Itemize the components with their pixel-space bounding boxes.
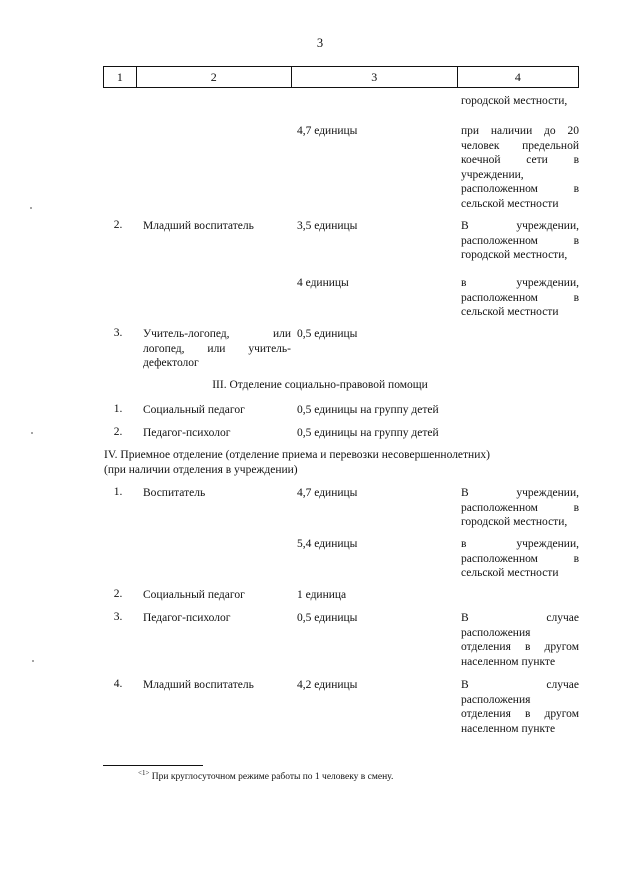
cell-quantity: 4,2 единицы xyxy=(297,679,358,691)
footnote xyxy=(138,769,393,782)
cell-quantity: 0,5 единицы на группу детей xyxy=(297,427,439,439)
cell-quantity: 0,5 единицы xyxy=(297,612,358,624)
position-title: Социальный педагог xyxy=(143,404,245,416)
row-number: 2. xyxy=(113,426,123,438)
row-number: 4. xyxy=(113,678,123,690)
row-number: 2. xyxy=(113,219,123,231)
cell-note: при наличии до 20 человек предельной коечной сети в учреждении, расположенном в сельской местности xyxy=(461,125,579,210)
footnote-separator xyxy=(103,765,203,766)
cell-note: городской местности, xyxy=(461,95,568,107)
position-title: Младший воспитатель xyxy=(143,679,254,691)
scan-speck xyxy=(31,432,33,434)
cell-quantity: 3,5 единицы xyxy=(297,220,358,232)
position-title: Учитель-логопед, или логопед, или учитель- дефектолог xyxy=(143,328,291,369)
row-number: 3. xyxy=(113,327,123,339)
page-number: 3 xyxy=(316,36,324,50)
cell-note: В случае расположения отделения в другом населенном пункте xyxy=(461,679,579,735)
row-number: 1. xyxy=(113,403,123,415)
cell-note: В учреждении, расположенном в городской местности, xyxy=(461,220,579,261)
table-header xyxy=(103,66,579,88)
footnote-text: При круглосуточном режиме работы по 1 человеку в смену. xyxy=(151,772,394,782)
position-title: Младший воспитатель xyxy=(143,220,254,232)
cell-note: В учреждении, расположенном в городской местности, xyxy=(461,487,579,528)
header-col-3: 3 xyxy=(292,67,458,87)
cell-note: В случае расположения отделения в другом населенном пункте xyxy=(461,612,579,668)
section-title: IV. Приемное отделение (отделение приема и перевозки несовершеннолетних) (при наличии отделения в учреждении) xyxy=(104,449,490,476)
cell-note: в учреждении, расположенном в сельской местности xyxy=(461,277,579,318)
position-title: Педагог-психолог xyxy=(143,427,231,439)
cell-quantity: 4,7 единицы xyxy=(297,125,358,137)
position-title: Педагог-психолог xyxy=(143,612,231,624)
header-col-4: 4 xyxy=(514,70,521,84)
row-number: 1. xyxy=(113,486,123,498)
section-title: III. Отделение социально-правовой помощи xyxy=(212,379,428,391)
cell-quantity: 0,5 единицы xyxy=(297,328,358,340)
cell-quantity: 0,5 единицы на группу детей xyxy=(297,404,439,416)
cell-quantity: 5,4 единицы xyxy=(297,538,358,550)
header-col-2: 2 xyxy=(137,67,292,87)
scan-speck xyxy=(32,660,34,662)
cell-note: в учреждении, расположенном в сельской местности xyxy=(461,538,579,579)
row-number: 3. xyxy=(113,611,123,623)
scan-speck xyxy=(30,207,32,209)
cell-quantity: 4,7 единицы xyxy=(297,487,358,499)
footnote-mark: <1> xyxy=(138,769,150,777)
row-number: 2. xyxy=(113,588,123,600)
cell-quantity: 4 единицы xyxy=(297,277,349,289)
header-col-1: 1 xyxy=(104,67,137,87)
position-title: Воспитатель xyxy=(143,487,206,499)
cell-quantity: 1 единица xyxy=(297,589,347,601)
position-title: Социальный педагог xyxy=(143,589,245,601)
